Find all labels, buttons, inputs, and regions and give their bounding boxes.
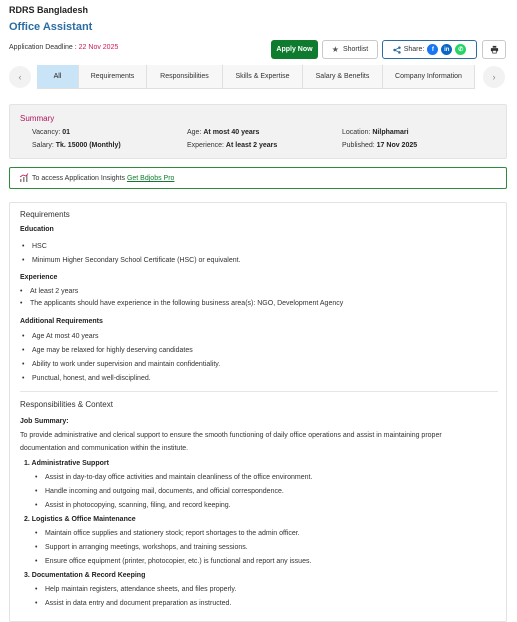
age-value: At most 40 years — [203, 129, 260, 136]
insights-chart-icon — [19, 173, 29, 183]
print-button[interactable] — [482, 40, 506, 59]
responsibility-item: • Handle incoming and outgoing mail, documents, and official correspondence. — [45, 488, 284, 495]
responsibility-item: • Support in arranging meetings, workshops, and training sessions. — [45, 544, 248, 551]
salary-value: Tk. 15000 (Monthly) — [55, 142, 121, 149]
location-value: Nilphamari — [372, 129, 409, 136]
section-divider — [20, 391, 498, 392]
job-title: Office Assistant — [9, 21, 93, 33]
tab-scroll-right-icon[interactable]: › — [483, 66, 505, 88]
experience-label: Experience: — [187, 142, 224, 149]
additional-item: • Punctual, honest, and well-disciplined. — [32, 375, 151, 382]
responsibility-group-heading: 2. Logistics & Office Maintenance — [24, 516, 136, 523]
summary-salary — [32, 142, 121, 149]
responsibility-item: • Help maintain registers, attendance sheets, and files properly. — [45, 586, 236, 593]
deadline-label: Application Deadline : — [9, 44, 79, 51]
tab-all[interactable]: All — [37, 65, 79, 89]
summary-age — [187, 129, 259, 136]
salary-label: Salary: — [32, 142, 54, 149]
vacancy-label: Vacancy: — [32, 129, 61, 136]
tab-requirements[interactable]: Requirements — [79, 65, 147, 89]
summary-title: Summary — [20, 114, 55, 123]
summary-published — [342, 142, 417, 149]
education-item: • HSC — [32, 243, 47, 250]
tab-company-information[interactable]: Company Information — [383, 65, 475, 89]
tab-bar — [9, 65, 506, 89]
share-icon — [393, 46, 401, 54]
summary-location — [342, 129, 409, 136]
job-details-panel — [9, 202, 507, 622]
application-deadline — [9, 44, 118, 51]
linkedin-icon[interactable]: in — [441, 44, 452, 55]
summary-panel — [9, 104, 507, 159]
location-label: Location: — [342, 129, 371, 136]
age-label: Age: — [187, 129, 202, 136]
tab-salary[interactable]: Salary & Benefits — [303, 65, 383, 89]
print-icon — [490, 45, 499, 54]
deadline-date: 22 Nov 2025 — [78, 44, 119, 51]
summary-experience — [187, 142, 277, 149]
share-box — [382, 40, 477, 59]
apply-now-label: Apply Now — [276, 46, 313, 53]
published-label: Published: — [342, 142, 375, 149]
responsibilities-title: Responsibilities & Context — [20, 400, 113, 409]
tab-skills[interactable]: Skills & Expertise — [223, 65, 303, 89]
additional-item: • Age At most 40 years — [32, 333, 99, 340]
additional-item: • Ability to work under supervision and maintain confidentiality. — [32, 361, 220, 368]
experience-item: • At least 2 years — [30, 288, 78, 295]
company-name: RDRS Bangladesh — [9, 5, 89, 15]
requirements-title: Requirements — [20, 210, 70, 219]
insights-banner — [9, 167, 507, 189]
get-bdjobs-pro-link[interactable]: Get Bdjobs Pro — [126, 175, 175, 182]
responsibility-item: • Assist in day-to-day office activities and maintain cleanliness of the office environment. — [45, 474, 312, 481]
responsibility-item: • Ensure office equipment (printer, photocopier, etc.) is functional and report any issues. — [45, 558, 311, 565]
job-summary-text: To provide administrative and clerical support to ensure the smooth functioning of daily office operations and assist in maintaining proper — [20, 432, 442, 439]
whatsapp-icon[interactable]: ✆ — [455, 44, 466, 55]
vacancy-value: 01 — [62, 129, 71, 136]
apply-now-button[interactable] — [271, 40, 318, 59]
responsibility-item: • Assist in photocopying, scanning, filing, and record keeping. — [45, 502, 231, 509]
education-heading: Education — [20, 226, 54, 233]
additional-heading: Additional Requirements — [20, 318, 103, 325]
responsibility-group-heading: 1. Administrative Support — [24, 460, 109, 467]
summary-vacancy — [32, 129, 70, 136]
experience-heading: Experience — [20, 274, 58, 281]
shortlist-button[interactable] — [322, 40, 378, 59]
shortlist-label: Shortlist — [342, 46, 369, 53]
responsibility-item: • Assist in data entry and document preparation as instructed. — [45, 600, 231, 607]
insights-text — [32, 175, 174, 182]
facebook-icon[interactable]: f — [427, 44, 438, 55]
education-item: • Minimum Higher Secondary School Certificate (HSC) or equivalent. — [32, 257, 241, 264]
published-value: 17 Nov 2025 — [376, 142, 418, 149]
insights-message: To access Application Insights — [32, 175, 127, 182]
tab-responsibilities[interactable]: Responsibilities — [147, 65, 223, 89]
experience-value: At least 2 years — [225, 142, 278, 149]
responsibility-group-heading: 3. Documentation & Record Keeping — [24, 572, 146, 579]
tab-scroll-left-icon[interactable]: ‹ — [9, 66, 31, 88]
additional-item: • Age may be relaxed for highly deserving candidates — [32, 347, 193, 354]
job-summary-text: documentation and communication within the institute. — [20, 445, 189, 452]
star-icon: ★ — [331, 45, 339, 54]
experience-item: • The applicants should have experience in the following business area(s): NGO, Development Agency — [30, 300, 343, 307]
share-label: Share: — [403, 46, 425, 53]
job-summary-heading: Job Summary: — [20, 418, 69, 425]
responsibility-item: • Maintain office supplies and stationery stock; report shortages to the admin officer. — [45, 530, 300, 537]
